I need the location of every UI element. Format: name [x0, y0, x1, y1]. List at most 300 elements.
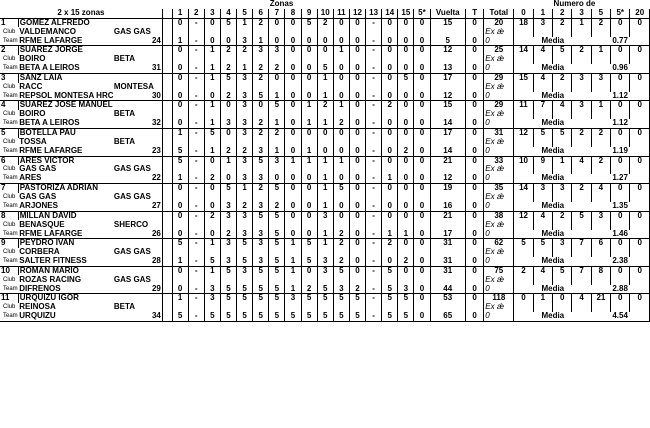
- lap2-zone-score: 1: [317, 230, 333, 239]
- lap2-zone-score: 0: [398, 64, 414, 73]
- rider-moto: GAS GAS: [113, 165, 162, 174]
- lap1-zone-score: 0: [349, 239, 365, 248]
- lap2-zone-score: 0: [317, 147, 333, 156]
- lap2-zone-score: 0: [285, 92, 301, 101]
- team-label: Team: [0, 257, 18, 266]
- lap1-zone-score: -: [366, 294, 382, 303]
- lap2-zone-score: 5: [301, 257, 317, 266]
- rider-name: PASTORIZA ADRIAN: [18, 184, 162, 193]
- lap1-zone-score: 2: [253, 73, 269, 82]
- lap2-zone-score: 0: [414, 230, 430, 239]
- rider-position: 11: [0, 294, 18, 303]
- lap1-zone-score: 5: [269, 184, 285, 193]
- numero-count: 4: [553, 101, 572, 110]
- lap1-zone-score: -: [188, 266, 204, 275]
- lap2-zone-score: 5: [285, 312, 301, 321]
- numero-count: 6: [591, 239, 610, 248]
- numero-count: 1: [553, 156, 572, 165]
- lap2-zone-score: 0: [172, 285, 188, 294]
- lap1-time-penalty: 0: [466, 46, 484, 55]
- lap2-zone-score: 0: [414, 147, 430, 156]
- lap2-zone-score: 0: [172, 119, 188, 128]
- rider-dorsal: 23: [113, 147, 162, 156]
- lap1-zone-score: 5: [382, 294, 398, 303]
- lap1-zone-score: -: [188, 46, 204, 55]
- lap1-zone-score: 5: [382, 266, 398, 275]
- numero-count: 1: [591, 46, 610, 55]
- numero-count: 0: [630, 128, 650, 137]
- lap2-zone-score: 5: [269, 285, 285, 294]
- numero-count: 3: [553, 184, 572, 193]
- lap2-zone-score: 0: [172, 202, 188, 211]
- rider-moto: BETA: [113, 110, 162, 119]
- ex-label: Ex ǽ: [484, 110, 514, 119]
- club-label: Club: [3, 138, 16, 145]
- zone-column-header: 3: [204, 9, 220, 18]
- media-value: 1.12: [591, 119, 649, 128]
- numero-count: 14: [514, 184, 533, 193]
- lap1-total: 12: [430, 46, 465, 55]
- lap2-zone-score: 0: [382, 202, 398, 211]
- lap2-zone-score: 0: [333, 37, 349, 46]
- lap1-zone-score: -: [188, 294, 204, 303]
- numero-count: 5: [572, 211, 591, 220]
- lap1-zone-score: 3: [220, 239, 236, 248]
- empty-cell: [162, 147, 172, 156]
- empty-cell: [514, 83, 533, 92]
- lap2-zone-score: 3: [220, 257, 236, 266]
- lap2-zone-score: 1: [172, 257, 188, 266]
- lap2-zone-score: 1: [317, 119, 333, 128]
- lap1-zone-score: 3: [253, 46, 269, 55]
- numero-count: 2: [514, 266, 533, 275]
- numero-count: 0: [611, 294, 630, 303]
- numero-count: 11: [514, 101, 533, 110]
- numero-count: 0: [630, 46, 650, 55]
- lap2-zone-score: 1: [317, 92, 333, 101]
- empty-cell: [514, 55, 533, 64]
- numero-count: 0: [553, 294, 572, 303]
- lap1-time-penalty: 0: [466, 266, 484, 275]
- numero-count: 2: [572, 184, 591, 193]
- empty-cell: [591, 110, 610, 119]
- rider-name: SANZ LAIA: [18, 73, 162, 82]
- empty-cell: [572, 55, 591, 64]
- lap2-zone-score: 0: [398, 202, 414, 211]
- numero-count: 4: [572, 294, 591, 303]
- numero-count: 3: [553, 239, 572, 248]
- rider-club: VALDEMANCO: [19, 26, 77, 36]
- lap2-zone-score: 3: [237, 119, 253, 128]
- empty-cell: [162, 9, 172, 18]
- lap2-zone-score: 3: [220, 202, 236, 211]
- ex-label: Ex ǽ: [484, 193, 514, 202]
- numero-count: 21: [591, 294, 610, 303]
- lap2-total: 14: [430, 147, 465, 156]
- empty-cell: [630, 27, 650, 36]
- empty-cell: [630, 303, 650, 312]
- numero-count: 4: [533, 211, 552, 220]
- numero-count: 4: [533, 73, 552, 82]
- lap2-zone-score: 0: [269, 174, 285, 183]
- lap1-zone-score: 2: [220, 46, 236, 55]
- lap1-zone-score: 0: [333, 211, 349, 220]
- lap1-total: 17: [430, 128, 465, 137]
- lap1-zone-score: 1: [204, 239, 220, 248]
- lap1-zone-score: 0: [317, 46, 333, 55]
- lap2-time-penalty: 0: [466, 312, 484, 321]
- rider-team: BETA A LEIROS: [18, 119, 113, 128]
- empty-cell: [591, 303, 610, 312]
- lap2-zone-score: 0: [349, 92, 365, 101]
- lap1-zone-score: 1: [333, 156, 349, 165]
- lap1-zone-score: 0: [349, 18, 365, 27]
- lap2-zone-score: 0: [220, 174, 236, 183]
- numero-count: 3: [533, 184, 552, 193]
- rider-name: ROMAN MARIO: [18, 266, 162, 275]
- lap2-total: 65: [430, 312, 465, 321]
- lap2-zone-score: 2: [220, 147, 236, 156]
- lap2-zone-score: 5: [253, 312, 269, 321]
- lap2-zone-score: -: [188, 202, 204, 211]
- zone-column-header: 4: [220, 9, 236, 18]
- lap2-zone-score: 2: [253, 119, 269, 128]
- lap1-zone-score: 3: [317, 211, 333, 220]
- numero-count: 0: [630, 294, 650, 303]
- lap2-zone-score: 0: [349, 37, 365, 46]
- media-value: 1.12: [591, 92, 649, 101]
- lap2-zone-score: 0: [285, 174, 301, 183]
- rider-name: URQUIZU IGOR: [18, 294, 162, 303]
- zone-column-header: 5*: [414, 9, 430, 18]
- lap1-time-penalty: 0: [466, 211, 484, 220]
- rider-team: REPSOL MONTESA HRC: [19, 90, 114, 100]
- empty-cell: [514, 193, 533, 202]
- table-title: 2 x 15 zonas: [0, 9, 162, 18]
- lap2-zone-score: 0: [285, 119, 301, 128]
- numero-count: 1: [591, 101, 610, 110]
- club-label: Club: [3, 28, 16, 35]
- empty-cell: [162, 285, 172, 294]
- lap1-zone-score: -: [188, 73, 204, 82]
- rider-club: GAS GAS: [19, 192, 57, 202]
- numero-count: 5: [533, 239, 552, 248]
- numero-count: 0: [611, 239, 630, 248]
- lap1-zone-score: 2: [382, 101, 398, 110]
- lap2-zone-score: 3: [253, 174, 269, 183]
- empty-cell: [591, 138, 610, 147]
- total-header: Total: [484, 9, 514, 18]
- lap2-zone-score: 3: [237, 92, 253, 101]
- lap2-zone-score: 1: [398, 230, 414, 239]
- lap2-zone-score: 0: [414, 92, 430, 101]
- lap2-zone-score: 5: [220, 285, 236, 294]
- empty-cell: [162, 266, 172, 275]
- lap2-zone-score: 0: [204, 230, 220, 239]
- lap2-zone-score: 1: [269, 92, 285, 101]
- numero-count: 3: [533, 18, 552, 27]
- empty-cell: [162, 119, 172, 128]
- zone-column-header: 9: [301, 9, 317, 18]
- rider-total: 20: [484, 18, 514, 27]
- lap2-zone-score: 0: [414, 202, 430, 211]
- lap1-zone-score: 5: [269, 101, 285, 110]
- lap1-zone-score: -: [366, 239, 382, 248]
- media-value: 1.19: [591, 147, 649, 156]
- lap2-total: 14: [430, 119, 465, 128]
- lap1-zone-score: 1: [333, 46, 349, 55]
- empty-cell: [514, 303, 533, 312]
- lap2-zone-score: 0: [285, 202, 301, 211]
- rider-moto: GAS GAS: [113, 27, 162, 36]
- lap2-time-penalty: 0: [466, 147, 484, 156]
- lap2-zone-score: 0: [317, 37, 333, 46]
- lap1-zone-score: 1: [301, 101, 317, 110]
- lap1-zone-score: 1: [285, 156, 301, 165]
- lap2-total: 44: [430, 285, 465, 294]
- numero-count: 2: [591, 156, 610, 165]
- lap1-zone-score: 0: [398, 156, 414, 165]
- club-label: Club: [3, 221, 16, 228]
- rider-team: RFME LAFARGE: [18, 230, 113, 239]
- lap2-zone-score: 5: [269, 257, 285, 266]
- lap2-zone-score: 0: [414, 285, 430, 294]
- lap2-zone-score: 0: [398, 174, 414, 183]
- lap1-zone-score: 0: [301, 211, 317, 220]
- lap1-zone-score: 2: [317, 18, 333, 27]
- lap2-zone-score: 5: [220, 312, 236, 321]
- lap1-zone-score: -: [188, 239, 204, 248]
- zone-column-header: 6: [253, 9, 269, 18]
- empty-cell: [591, 220, 610, 229]
- empty-cell: [514, 275, 533, 284]
- numero-count: 2: [553, 18, 572, 27]
- lap2-total: 17: [430, 230, 465, 239]
- lap1-zone-score: -: [366, 46, 382, 55]
- lap2-time-penalty: 0: [466, 92, 484, 101]
- empty-cell: [162, 37, 172, 46]
- rider-dorsal: 31: [113, 64, 162, 73]
- lap1-zone-score: 0: [269, 18, 285, 27]
- club-label: Club: [3, 304, 16, 311]
- media-label: Media: [514, 202, 591, 211]
- lap2-zone-score: 0: [333, 147, 349, 156]
- team-label: Team: [0, 202, 18, 211]
- empty-cell: [162, 211, 172, 220]
- zone-column-header: 13: [366, 9, 382, 18]
- lap2-zone-score: 5: [253, 285, 269, 294]
- numero-de-heading: Numero de: [553, 0, 596, 9]
- empty-cell: [514, 27, 533, 36]
- zone-column-header: 11: [333, 9, 349, 18]
- lap1-zone-score: 0: [172, 73, 188, 82]
- empty-cell: [572, 303, 591, 312]
- lap2-zone-score: 0: [382, 37, 398, 46]
- rider-moto: BETA: [113, 55, 162, 64]
- lap2-total: 5: [430, 37, 465, 46]
- lap1-zone-score: 0: [204, 184, 220, 193]
- numero-count: 14: [514, 46, 533, 55]
- ex-label: Ex ǽ: [484, 27, 514, 36]
- lap2-zone-score: 3: [333, 285, 349, 294]
- lap1-zone-score: 1: [285, 239, 301, 248]
- zone-column-header: 15: [398, 9, 414, 18]
- zone-column-header: 1: [172, 9, 188, 18]
- empty-cell: [572, 193, 591, 202]
- rider-club: BOIRO: [19, 54, 46, 64]
- lap1-zone-score: 0: [204, 156, 220, 165]
- lap2-zone-score: 5: [253, 92, 269, 101]
- rider-team: RFME LAFARGE: [18, 37, 113, 46]
- empty-cell: [514, 138, 533, 147]
- rider-dorsal: 26: [113, 230, 162, 239]
- lap1-zone-score: 0: [301, 184, 317, 193]
- lap1-zone-score: -: [366, 73, 382, 82]
- lap1-total: 15: [430, 101, 465, 110]
- lap2-zone-score: 5: [269, 312, 285, 321]
- numero-count: 0: [630, 211, 650, 220]
- lap1-zone-score: 2: [253, 18, 269, 27]
- club-label: Club: [3, 194, 16, 201]
- lap2-zone-score: 0: [269, 37, 285, 46]
- empty-cell: [630, 138, 650, 147]
- lap2-zone-score: 1: [301, 119, 317, 128]
- team-label: Team: [0, 312, 18, 321]
- media-label: Media: [514, 37, 591, 46]
- lap2-zone-score: 1: [301, 147, 317, 156]
- lap2-zone-score: 0: [349, 64, 365, 73]
- lap1-time-penalty: 0: [466, 73, 484, 82]
- rider-name: SUAREZ JORGE: [18, 46, 162, 55]
- lap1-zone-score: 0: [220, 101, 236, 110]
- lap1-zone-score: 5: [220, 294, 236, 303]
- lap1-zone-score: 0: [285, 128, 301, 137]
- empty-cell: [162, 230, 172, 239]
- lap2-zone-score: 2: [333, 119, 349, 128]
- rider-club: TOSSA: [19, 136, 47, 146]
- empty-cell: [162, 128, 172, 137]
- lap2-total: 13: [430, 64, 465, 73]
- numero-count: 0: [611, 156, 630, 165]
- lap1-zone-score: 1: [237, 184, 253, 193]
- numero-count: 0: [630, 184, 650, 193]
- lap2-zone-score: -: [188, 119, 204, 128]
- team-label: Team: [0, 92, 18, 101]
- club-label: Club: [3, 111, 16, 118]
- numero-column-header: 20: [630, 9, 650, 18]
- lap1-zone-score: 1: [204, 73, 220, 82]
- media-value: 1.46: [591, 230, 649, 239]
- numero-count: 2: [553, 73, 572, 82]
- lap2-zone-score: 0: [398, 37, 414, 46]
- lap1-zone-score: 0: [382, 73, 398, 82]
- lap2-zone-score: 2: [237, 147, 253, 156]
- lap2-zone-score: 1: [382, 230, 398, 239]
- rider-dorsal: 32: [113, 119, 162, 128]
- lap2-zone-score: 0: [204, 92, 220, 101]
- lap2-time-penalty: 0: [466, 119, 484, 128]
- lap1-zone-score: 3: [237, 73, 253, 82]
- lap1-zone-score: 1: [317, 239, 333, 248]
- lap1-zone-score: -: [188, 184, 204, 193]
- lap1-zone-score: 0: [349, 184, 365, 193]
- lap1-zone-score: 3: [204, 294, 220, 303]
- lap1-zone-score: 5: [253, 211, 269, 220]
- numero-count: 0: [611, 128, 630, 137]
- lap1-zone-score: 0: [398, 46, 414, 55]
- lap1-zone-score: 2: [237, 46, 253, 55]
- ex-value: 0: [484, 230, 514, 239]
- rider-team: RFME LAFARGE: [18, 147, 113, 156]
- lap2-zone-score: 2: [398, 147, 414, 156]
- club-label: Club: [3, 83, 16, 90]
- empty-cell: [162, 64, 172, 73]
- lap2-zone-score: 2: [269, 64, 285, 73]
- lap1-zone-score: 5: [253, 156, 269, 165]
- media-label: Media: [514, 312, 591, 321]
- lap2-zone-score: 5: [317, 285, 333, 294]
- rider-position: 3: [0, 73, 18, 82]
- lap1-zone-score: 5: [237, 239, 253, 248]
- lap1-zone-score: 0: [172, 184, 188, 193]
- numero-count: 3: [591, 73, 610, 82]
- lap2-zone-score: -: [366, 285, 382, 294]
- lap1-total: 21: [430, 211, 465, 220]
- vuelta-header: Vuelta: [430, 9, 465, 18]
- lap2-zone-score: 0: [172, 230, 188, 239]
- lap1-time-penalty: 0: [466, 101, 484, 110]
- lap1-zone-score: -: [188, 156, 204, 165]
- media-value: 4.54: [591, 312, 649, 321]
- empty-cell: [162, 202, 172, 211]
- rider-position: 6: [0, 156, 18, 165]
- lap1-zone-score: -: [366, 184, 382, 193]
- lap2-zone-score: 5: [269, 230, 285, 239]
- lap2-zone-score: 1: [237, 64, 253, 73]
- rider-total: 62: [484, 239, 514, 248]
- rider-team: URQUIZU: [18, 312, 113, 321]
- lap2-total: 16: [430, 202, 465, 211]
- club-label: Club: [3, 249, 16, 256]
- rider-club: BENASQUE: [19, 219, 65, 229]
- lap2-zone-score: 0: [398, 119, 414, 128]
- empty-cell: [630, 220, 650, 229]
- lap2-zone-score: 3: [237, 174, 253, 183]
- lap1-zone-score: 0: [398, 128, 414, 137]
- rider-total: 31: [484, 128, 514, 137]
- numero-count: 7: [572, 239, 591, 248]
- lap1-zone-score: 0: [317, 128, 333, 137]
- lap2-zone-score: 2: [220, 64, 236, 73]
- lap2-zone-score: 2: [220, 92, 236, 101]
- lap2-zone-score: 5: [237, 285, 253, 294]
- lap1-time-penalty: 0: [466, 156, 484, 165]
- lap2-zone-score: 0: [301, 230, 317, 239]
- empty-cell: [162, 220, 172, 229]
- lap2-zone-score: 0: [220, 37, 236, 46]
- lap1-zone-score: 5: [269, 294, 285, 303]
- lap1-zone-score: -: [366, 128, 382, 137]
- lap2-zone-score: 1: [317, 174, 333, 183]
- lap2-time-penalty: 0: [466, 285, 484, 294]
- lap2-zone-score: 0: [349, 147, 365, 156]
- lap2-time-penalty: 0: [466, 230, 484, 239]
- media-label: Media: [514, 257, 591, 266]
- lap1-zone-score: 0: [382, 184, 398, 193]
- lap1-zone-score: 0: [382, 211, 398, 220]
- lap2-zone-score: 0: [414, 64, 430, 73]
- rider-club: ROZAS RACING: [19, 274, 82, 284]
